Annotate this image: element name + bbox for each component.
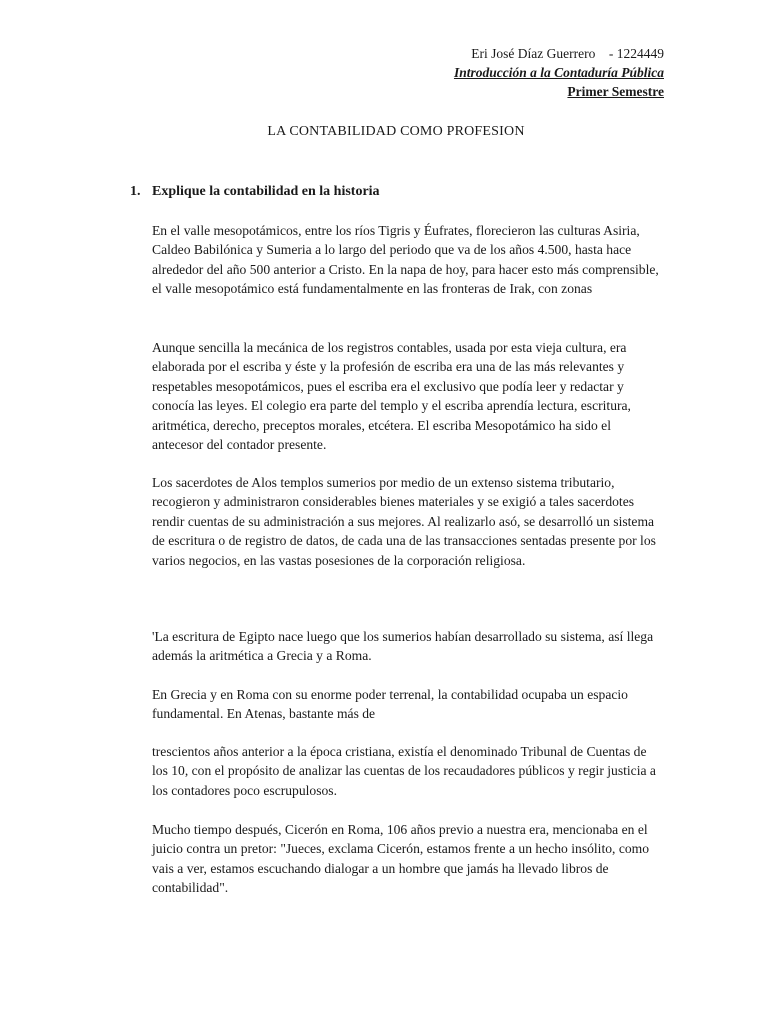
document-title: LA CONTABILIDAD COMO PROFESION	[267, 124, 525, 139]
paragraph-2: Aunque sencilla la mecánica de los registros contables, usada por esta vieja cultura, era elaborada por el escriba y éste y la profesión de escriba era una de las más relevantes y respetables mesopotámicos, pues el escriba era el exclusivo que podía leer y redactar y conocía las leyes. El colegio era parte del templo y el escriba aprendía lectura, escritura, aritmética, derecho, preceptos morales, etcétera. El escriba Mesopotámico ha sido el antecesor del contador presente.	[152, 340, 631, 453]
semester-line: Primer Semestre	[567, 84, 664, 99]
paragraph-4: 'La escritura de Egipto nace luego que los sumerios habían desarrollado su sistema, así llega además la aritmética a Grecia y a Roma.	[152, 629, 654, 664]
paragraph-5: En Grecia y en Roma con su enorme poder terrenal, la contabilidad ocupaba un espacio fundamental. En Atenas, bastante más de	[152, 687, 628, 722]
paragraph-6: trescientos años anterior a la época cristiana, existía el denominado Tribunal de Cuentas de los 10, con el propósito de analizar las cuentas de los recaudadores públicos y regir justicia a los contadores poco escrupulosos.	[152, 744, 656, 798]
course-line: Introducción a la Contaduría Pública	[453, 65, 664, 80]
author-line: Eri José Díaz Guerrero - 1224449	[471, 46, 664, 61]
question-heading	[130, 184, 380, 200]
paragraph-3: Los sacerdotes de Alos templos sumerios por medio de un extenso sistema tributario, recogieron y administraron considerables bienes materiales y se exigió a tales sacerdotes rendir cuentas de su administración a sus mejores. Al realizarlo asó, se desarrolló un sistema de escritura o de registro de datos, de cada una de las transacciones sentadas presente por los varios negocios, en las vastas posesiones de la corporación religiosa.	[152, 475, 656, 568]
question-text: Explique la contabilidad en la historia	[152, 184, 380, 199]
question-number: 1.	[130, 184, 141, 199]
paragraph-1: En el valle mesopotámicos, entre los ríos Tigris y Éufrates, florecieron las culturas Asiria, Caldeo Babilónica y Sumeria a lo largo del periodo que va de los años 4.500, hasta hace alrededor del año 500 anterior a Cristo. En la napa de hoy, para hacer esto más comprensible, el valle mesopotámico está fundamentalmente en las fronteras de Irak, con zonas	[152, 223, 659, 297]
paragraph-7: Mucho tiempo después, Cicerón en Roma, 106 años previo a nuestra era, mencionaba en el juicio contra un pretor: "Jueces, exclama Cicerón, estamos frente a un hecho insólito, como vais a ver, estamos escuchando dialogar a un hombre que jamás ha llevado libros de contabilidad".	[152, 822, 650, 896]
document-header	[454, 44, 664, 101]
